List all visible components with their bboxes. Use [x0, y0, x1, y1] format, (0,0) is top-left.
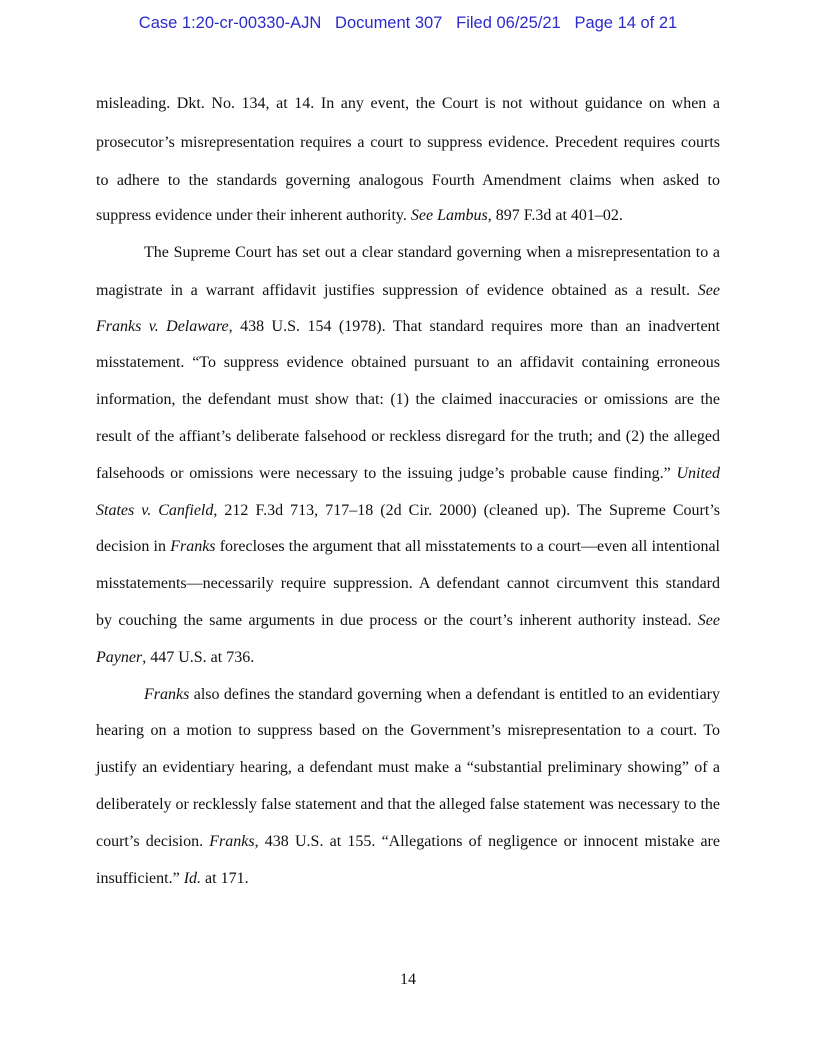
body-line	[96, 427, 720, 447]
text-run: forecloses the argument that all misstatements to a court—even all intentional	[215, 538, 721, 555]
case-header: Case 1:20-cr-00330-AJN Document 307 Filed 06/25/21 Page 14 of 21	[138, 14, 678, 32]
text-run: , 438 U.S. at 155. “Allegations of negligence or innocent mistake are	[254, 833, 720, 850]
body-line	[96, 317, 720, 337]
citation-italic: See	[697, 282, 720, 299]
text-run: insufficient.”	[96, 870, 184, 887]
body-line	[96, 464, 720, 484]
text-run: also defines the standard governing when a defendant is entitled to an evidentiary	[189, 686, 720, 703]
citation-italic: See	[697, 612, 720, 629]
text-run: , 447 U.S. at 736.	[142, 649, 255, 666]
citation-italic: See Lambus	[410, 207, 488, 224]
body-line	[96, 206, 623, 226]
text-run: , 212 F.3d 713, 717–18 (2d Cir. 2000) (cleaned up). The Supreme Court’s	[213, 502, 721, 519]
text-run: magistrate in a warrant affidavit justifies suppression of evidence obtained as a result.	[96, 282, 698, 299]
body-line	[96, 353, 720, 373]
body-line	[96, 574, 720, 594]
text-run: to adhere to the standards governing analogous Fourth Amendment claims when asked to	[96, 172, 720, 189]
body-line	[96, 648, 254, 668]
body-line	[144, 243, 720, 263]
text-run: suppress evidence under their inherent authority.	[96, 207, 411, 224]
body-line	[144, 685, 720, 705]
body-line	[96, 721, 720, 741]
text-run: at 171.	[201, 870, 249, 887]
citation-italic: Payner	[96, 649, 143, 666]
citation-italic: States v. Canfield	[96, 502, 214, 519]
body-line	[96, 869, 249, 889]
text-run: court’s decision.	[96, 833, 210, 850]
body-line	[96, 133, 720, 153]
text-run: misleading. Dkt. No. 134, at 14. In any event, the Court is not without guidance on when a	[96, 95, 720, 112]
body-line	[96, 390, 720, 410]
body-line	[96, 281, 720, 301]
body-line	[96, 832, 720, 852]
body-line	[96, 611, 720, 631]
body-line	[96, 537, 720, 557]
body-line	[96, 171, 720, 191]
body-line	[96, 501, 720, 521]
text-run: decision in	[96, 538, 171, 555]
text-run: , 438 U.S. 154 (1978). That standard requires more than an inadvertent	[228, 318, 720, 335]
citation-italic: Id.	[183, 870, 202, 887]
citation-italic: United	[676, 465, 720, 482]
text-run: deliberately or recklessly false statement and that the alleged false statement was necessary to the	[96, 796, 720, 813]
citation-italic: Franks v. Delaware	[96, 318, 229, 335]
text-run: falsehoods or omissions were necessary to the issuing judge’s probable cause finding.”	[96, 465, 677, 482]
text-run: misstatements—necessarily require suppression. A defendant cannot circumvent this standard	[96, 575, 720, 592]
body-line	[96, 758, 720, 778]
text-run: by couching the same arguments in due process or the court’s inherent authority instead.	[96, 612, 698, 629]
text-run: prosecutor’s misrepresentation requires a court to suppress evidence. Precedent requires courts	[96, 134, 720, 151]
text-run: , 897 F.3d at 401–02.	[487, 207, 623, 224]
text-run: result of the affiant’s deliberate falsehood or reckless disregard for the truth; and (2) the alleged	[96, 428, 720, 445]
citation-italic: Franks	[170, 538, 216, 555]
citation-italic: Franks	[209, 833, 255, 850]
body-line	[96, 795, 720, 815]
text-run: information, the defendant must show that: (1) the claimed inaccuracies or omissions are the	[96, 391, 720, 408]
text-run: justify an evidentiary hearing, a defendant must make a “substantial preliminary showing” of a	[96, 759, 720, 776]
page-number: 14	[400, 971, 416, 988]
text-run: The Supreme Court has set out a clear standard governing when a misrepresentation to a	[144, 244, 720, 261]
text-run: hearing on a motion to suppress based on the Government’s misrepresentation to a court. To	[96, 722, 720, 739]
citation-italic: Franks	[144, 686, 190, 703]
body-line	[96, 94, 720, 114]
text-run: misstatement. “To suppress evidence obtained pursuant to an affidavit containing erroneous	[96, 354, 720, 371]
